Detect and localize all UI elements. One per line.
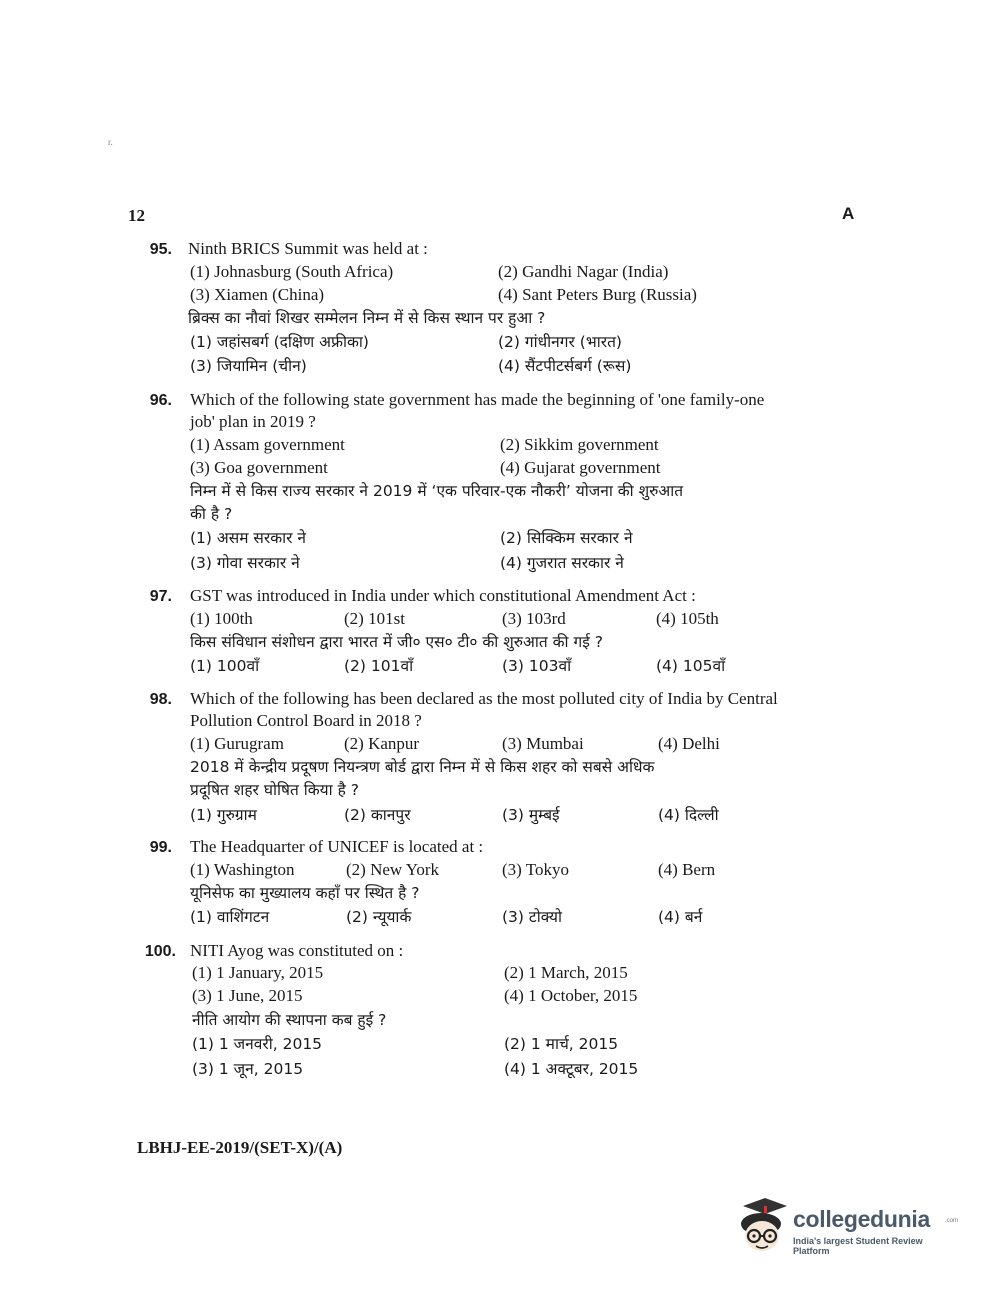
option-3-en: (3) Mumbai <box>502 734 584 753</box>
question-number: 98. <box>149 691 172 708</box>
option-2-en: (2) Gandhi Nagar (India) <box>498 262 669 281</box>
option-4-en: (4) 1 October, 2015 <box>504 986 638 1005</box>
option-2-en: (2) Sikkim government <box>500 435 659 454</box>
option-4-en: (4) Sant Peters Burg (Russia) <box>498 285 697 304</box>
option-1-en: (1) Assam government <box>190 435 345 454</box>
option-4-hi: (4) 1 अक्टूबर, 2015 <box>504 1060 639 1078</box>
question-text-hi: यूनिसेफ का मुख्यालय कहाँ पर स्थित है ? <box>190 884 420 902</box>
option-3-hi: (3) 1 जून, 2015 <box>192 1060 304 1078</box>
option-4-hi: (4) बर्न <box>658 908 703 926</box>
question-text-hi: किस संविधान संशोधन द्वारा भारत में जी० एस० टी० की शुरुआत की गई ? <box>190 633 603 651</box>
option-3-hi: (3) गोवा सरकार ने <box>190 554 300 572</box>
question-text-en: The Headquarter of UNICEF is located at : <box>190 837 484 856</box>
option-1-en: (1) Washington <box>190 860 295 879</box>
option-1-en: (1) 1 January, 2015 <box>192 963 324 982</box>
question-text-en: NITI Ayog was constituted on : <box>190 941 404 960</box>
question-text-hi-line1: निम्न में से किस राज्य सरकार ने 2019 में ‘एक परिवार-एक नौकरी’ योजना की शुरुआत <box>190 482 684 500</box>
option-1-en: (1) 100th <box>190 609 253 628</box>
logo-tagline: India's largest Student Review Platform <box>793 1236 923 1256</box>
question-number: 99. <box>149 839 172 856</box>
option-4-en: (4) Bern <box>658 860 716 879</box>
question-number: 97. <box>149 588 172 605</box>
option-4-en: (4) Gujarat government <box>500 458 661 477</box>
option-4-hi: (4) दिल्ली <box>658 806 719 824</box>
question-text-hi-line2: प्रदूषित शहर घोषित किया है ? <box>190 781 359 799</box>
logo-wordmark: collegedunia <box>793 1206 930 1232</box>
option-1-hi: (1) 1 जनवरी, 2015 <box>192 1035 323 1053</box>
option-3-en: (3) Tokyo <box>502 860 569 879</box>
option-1-hi: (1) जहांसबर्ग (दक्षिण अफ्रीका) <box>190 333 369 351</box>
option-1-hi: (1) वाशिंगटन <box>190 908 270 926</box>
question-text-en-line2: Pollution Control Board in 2018 ? <box>190 711 422 730</box>
option-2-hi: (2) 101वाँ <box>344 657 414 675</box>
question-number: 100. <box>144 943 176 960</box>
question-text-en-line1: Which of the following state government has made the beginning of 'one family-one <box>190 390 765 409</box>
option-4-en: (4) 105th <box>656 609 719 628</box>
question-number: 95. <box>149 241 172 258</box>
page-number: 12 <box>128 206 145 225</box>
option-1-hi: (1) 100वाँ <box>190 657 260 675</box>
question-text-en-line1: Which of the following has been declared as the most polluted city of India by Central <box>190 689 778 708</box>
option-4-hi: (4) सैंटपीटर्सबर्ग (रूस) <box>498 357 632 375</box>
option-2-en: (2) 101st <box>344 609 405 628</box>
option-3-en: (3) 103rd <box>502 609 566 628</box>
option-1-en: (1) Gurugram <box>190 734 284 753</box>
option-4-hi: (4) गुजरात सरकार ने <box>500 554 624 572</box>
option-3-hi: (3) मुम्बई <box>502 806 560 824</box>
question-text-en: Ninth BRICS Summit was held at : <box>188 239 428 258</box>
option-2-hi: (2) 1 मार्च, 2015 <box>504 1035 619 1053</box>
option-2-en: (2) New York <box>346 860 440 879</box>
set-letter: A <box>842 204 855 223</box>
option-3-en: (3) Goa government <box>190 458 328 477</box>
option-2-en: (2) Kanpur <box>344 734 420 753</box>
option-3-hi: (3) जियामिन (चीन) <box>190 357 307 375</box>
option-2-hi: (2) न्यूयार्क <box>346 908 412 926</box>
stray-mark: r. <box>108 137 113 147</box>
option-3-en: (3) 1 June, 2015 <box>192 986 303 1005</box>
option-3-hi: (3) टोक्यो <box>502 908 563 926</box>
option-2-en: (2) 1 March, 2015 <box>504 963 628 982</box>
question-text-en-line2: job' plan in 2019 ? <box>190 412 316 431</box>
question-text-hi: नीति आयोग की स्थापना कब हुई ? <box>192 1011 387 1029</box>
option-3-hi: (3) 103वाँ <box>502 657 572 675</box>
question-text-hi: ब्रिक्स का नौवां शिखर सम्मेलन निम्न में से किस स्थान पर हुआ ? <box>188 309 546 327</box>
option-2-hi: (2) कानपुर <box>344 806 411 824</box>
option-2-hi: (2) सिक्किम सरकार ने <box>500 529 633 547</box>
question-text-en: GST was introduced in India under which constitutional Amendment Act : <box>190 586 696 605</box>
option-1-hi: (1) असम सरकार ने <box>190 529 307 547</box>
question-text-hi-line2: की है ? <box>190 505 233 523</box>
mascot-icon <box>735 1196 791 1258</box>
option-1-hi: (1) गुरुग्राम <box>190 806 257 824</box>
collegedunia-logo <box>735 1196 960 1258</box>
option-1-en: (1) Johnasburg (South Africa) <box>190 262 394 281</box>
option-4-hi: (4) 105वाँ <box>656 657 726 675</box>
option-2-hi: (2) गांधीनगर (भारत) <box>498 333 622 351</box>
question-number: 96. <box>149 392 172 409</box>
question-text-hi-line1: 2018 में केन्द्रीय प्रदूषण नियन्त्रण बोर्ड द्वारा निम्न में से किस शहर को सबसे अधिक <box>190 758 655 776</box>
option-4-en: (4) Delhi <box>658 734 720 753</box>
option-3-en: (3) Xiamen (China) <box>190 285 325 304</box>
footer-code: LBHJ-EE-2019/(SET-X)/(A) <box>137 1138 343 1157</box>
logo-suffix: .com <box>945 1218 959 1224</box>
